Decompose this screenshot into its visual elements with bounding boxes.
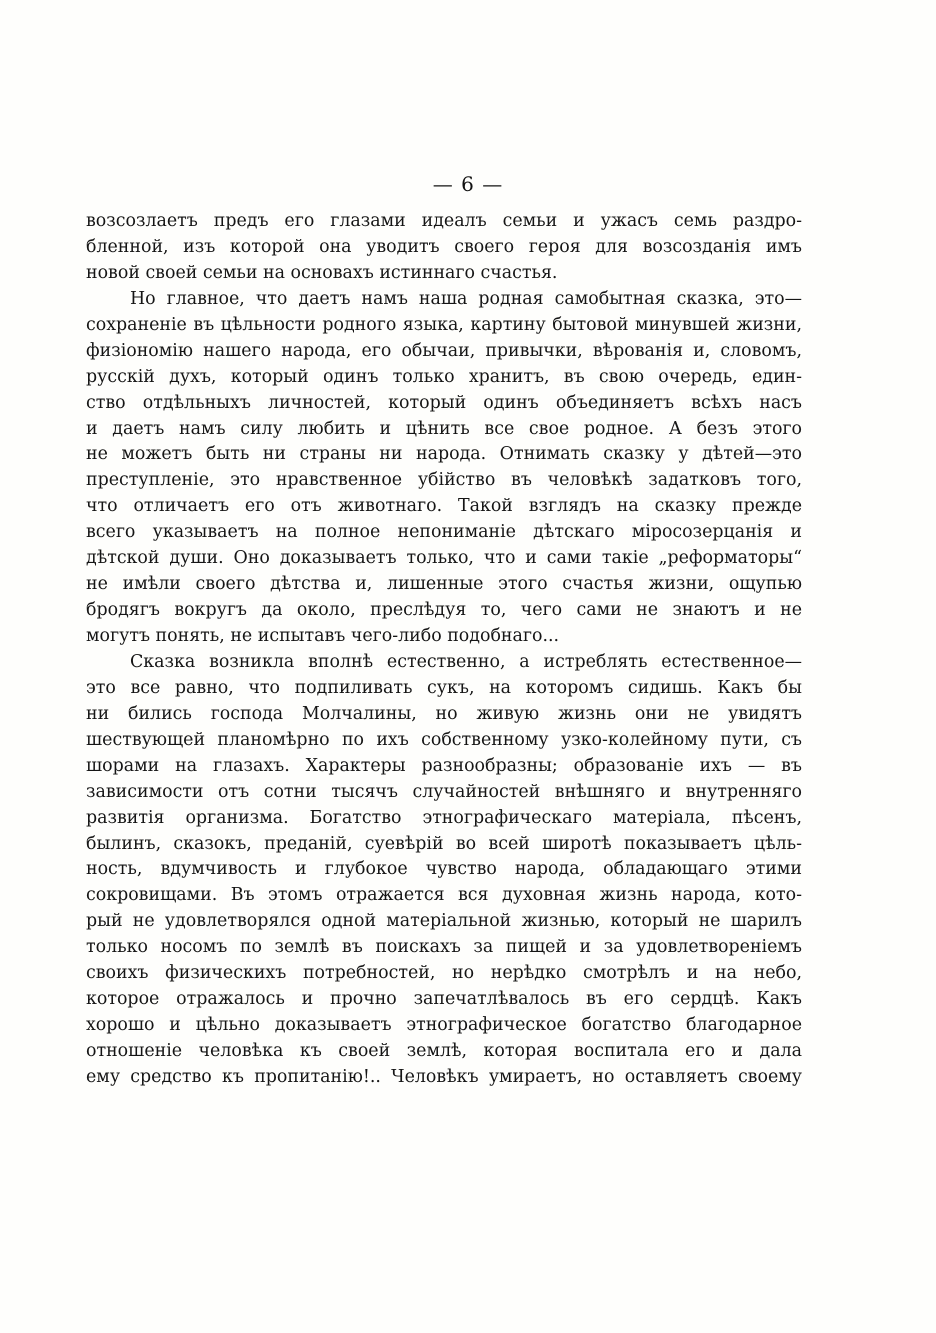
text-line: шорами на глазахъ. Характеры разнообразны; образованіе ихъ — въ bbox=[86, 755, 802, 776]
text-line: хорошо и цѣльно доказываетъ этнографическое богатство благодарное bbox=[86, 1015, 802, 1036]
text-line: не имѣли своего дѣтства и, лишенные этого счастья жизни, ощупью bbox=[86, 574, 802, 595]
text-line: шествующей планомѣрно по ихъ собственному узко-колейному пути, съ bbox=[86, 729, 802, 750]
text-line: которое отражалось и прочно запечатлѣвалось въ его сердцѣ. Какъ bbox=[86, 989, 802, 1010]
paragraph-3 bbox=[86, 650, 802, 1091]
page-number: — 6 — bbox=[432, 172, 504, 196]
text-line: что отличаетъ его отъ животнаго. Такой взглядъ на сказку прежде bbox=[86, 496, 802, 517]
paragraph-1 bbox=[86, 209, 802, 287]
text-line: бленной, изъ которой она уводитъ своего героя для возсозданія имъ bbox=[86, 236, 802, 257]
text-line: ему средство къ пропитанію!.. Человѣкъ умираетъ, но оставляетъ своему bbox=[86, 1066, 802, 1087]
text-line: ни бились господа Молчалины, но живую жизнь они не увидятъ bbox=[86, 703, 802, 724]
text-line: новой своей семьи на основахъ истиннаго счастья. bbox=[86, 262, 558, 283]
body-text bbox=[86, 209, 802, 1091]
text-line: сокровищами. Въ этомъ отражается вся духовная жизнь народа, кото- bbox=[86, 885, 802, 906]
text-line: возсозлаетъ предъ его глазами идеалъ семьи и ужасъ семь раздро- bbox=[86, 211, 802, 231]
text-line: сохраненіе въ цѣльности родного языка, картину бытовой минувшей жизни, bbox=[86, 314, 802, 335]
text-line: былинъ, сказокъ, преданій, суевѣрій во всей широтѣ показываетъ цѣль- bbox=[86, 833, 802, 854]
text-line: Но главное, что даетъ намъ наша родная самобытная сказка, это— bbox=[130, 288, 802, 309]
text-line: дѣтской души. Оно доказываетъ только, что и сами такіе „реформаторы“ bbox=[86, 548, 802, 569]
paragraph-2 bbox=[86, 287, 802, 650]
text-line: своихъ физическихъ потребностей, но нерѣдко смотрѣлъ и на небо, bbox=[86, 963, 802, 984]
text-line: зависимости отъ сотни тысячъ случайностей внѣшняго и внутренняго bbox=[86, 781, 802, 802]
text-line: рый не удовлетворялся одной матеріальной жизнью, который не шарилъ bbox=[86, 911, 802, 932]
text-line: и даетъ намъ силу любить и цѣнить все свое родное. А безъ этого bbox=[86, 418, 802, 439]
text-line: развитія организма. Богатство этнографическаго матеріала, пѣсенъ, bbox=[86, 807, 802, 828]
text-line: бродягъ вокругъ да около, преслѣдуя то, чего сами не знаютъ и не bbox=[86, 600, 802, 621]
text-line: не можетъ быть ни страны ни народа. Отнимать сказку у дѣтей—это bbox=[86, 444, 802, 465]
text-line: отношеніе человѣка къ своей землѣ, которая воспитала его и дала bbox=[86, 1041, 802, 1061]
text-line: физіономію нашего народа, его обычаи, привычки, вѣрованія и, словомъ, bbox=[86, 340, 802, 361]
text-line: могутъ понять, не испытавъ чего-либо подобнаго... bbox=[86, 626, 560, 646]
text-line: всего указываетъ на полное непониманіе дѣтскаго міросозерцанія и bbox=[86, 522, 802, 543]
text-line: русскій духъ, который одинъ только хранитъ, въ свою очередь, един- bbox=[86, 366, 802, 387]
text-line: это все равно, что подпиливать сукъ, на которомъ сидишь. Какъ бы bbox=[86, 677, 802, 698]
text-line: ность, вдумчивость и глубокое чувство народа, обладающаго этими bbox=[86, 859, 802, 880]
text-line: преступленіе, это нравственное убійство въ человѣкѣ задатковъ того, bbox=[86, 470, 802, 491]
text-line: только носомъ по землѣ въ поискахъ за пищей и за удовлетвореніемъ bbox=[86, 937, 802, 958]
text-line: ство отдѣльныхъ личностей, который одинъ объединяетъ всѣхъ насъ bbox=[86, 392, 802, 413]
text-line: Сказка возникла вполнѣ естественно, а истреблять естественное— bbox=[130, 651, 802, 672]
